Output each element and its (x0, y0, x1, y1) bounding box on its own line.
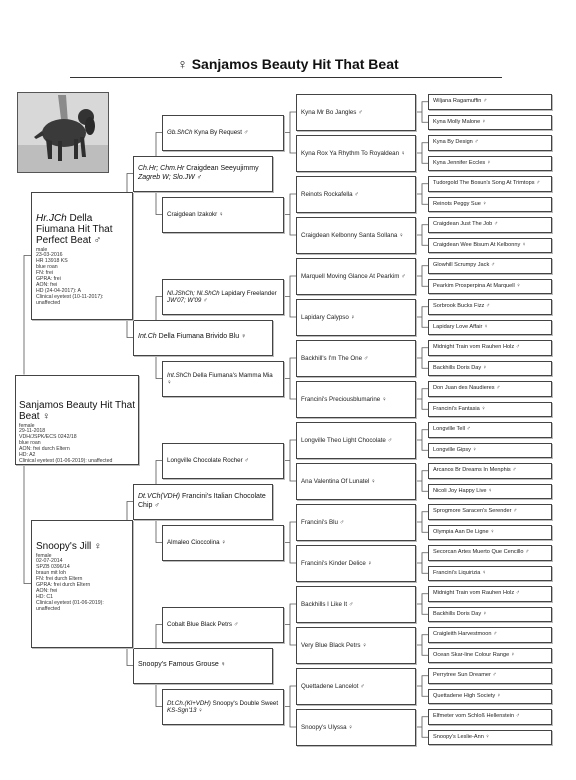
detail-line: 29-11-2018 (19, 428, 46, 435)
ancestor-gen5: Secorcan Artes Muerto Que Cencillo ♂ (428, 545, 552, 561)
sire-box (31, 192, 133, 320)
ancestor-gen3 (162, 689, 284, 725)
detail-line: AON: frei (36, 587, 58, 594)
grandparent (133, 156, 273, 192)
ancestor-gen5: Longville Tell ♂ (428, 422, 552, 438)
title-prefix: Dt.VCh(VDH) (138, 493, 181, 500)
detail-line: FN: frei (36, 270, 54, 277)
connector-line (416, 553, 428, 574)
connector-line (284, 276, 296, 317)
ancestor-gen5: Craigleith Harvestmoon ♂ (428, 627, 552, 643)
dog-name: Snoopy's Double Sweet (210, 699, 279, 707)
detail-line: AON: frei (36, 281, 58, 288)
subject-name: Sanjamos Beauty Hit That Beat ♀ (19, 399, 135, 422)
connector-line (416, 717, 428, 738)
dam-box (31, 520, 133, 648)
detail-line: blue roan (19, 440, 41, 447)
ancestor-gen4: Marquell Moving Glance At Pearkim ♂ (296, 258, 416, 295)
grandparent (133, 648, 273, 684)
connector-line (416, 635, 428, 656)
title-prefix: Nl.JShCh; Nl.ShCh (167, 289, 220, 297)
subject-details (19, 424, 135, 465)
ancestor-gen5: Reinots Peggy Sue ♀ (428, 197, 552, 213)
connector-line (416, 471, 428, 492)
page-title: ♀ Sanjamos Beauty Hit That Beat (177, 56, 399, 72)
ancestor-gen4: Reinots Rockafella ♂ (296, 176, 416, 213)
ancestor-gen3 (162, 443, 284, 479)
ancestor-name (167, 290, 279, 304)
ancestor-gen5: Pearkim Prosperpina At Marquell ♀ (428, 279, 552, 295)
title-prefix: Dt.Ch.(Kl+VDH) (167, 699, 211, 707)
title-divider (70, 77, 502, 78)
connector-line (416, 348, 428, 369)
connector-line (416, 512, 428, 533)
detail-line: male (36, 246, 48, 253)
ancestor-gen5: Tudorgold The Bosun's Song At Trimtops ♂ (428, 176, 552, 192)
detail-line: HD: C1 (36, 593, 54, 600)
ancestor-gen5: Sprogmore Saracen's Serender ♂ (428, 504, 552, 520)
ancestor-gen5: Glowhill Scrumpy Jack ♂ (428, 258, 552, 274)
ancestor-gen5: Midnight Train vom Rauhen Holz ♂ (428, 586, 552, 602)
title-prefix: Int.Ch (138, 333, 157, 341)
connector-line (284, 522, 296, 563)
ancestor-gen5: Lapidary Love Affair ♀ (428, 320, 552, 336)
detail-line: GPRA: frei (36, 276, 61, 283)
dog-name: Longville Chocolate Rocher ♂ (167, 457, 250, 464)
connector-line (284, 112, 296, 153)
ancestor-gen4: Kyna Rox Ya Rhythm To Royaldean ♀ (296, 135, 416, 172)
detail-line: Clinical eyetest (01-06-2019): unaffected (19, 457, 113, 464)
dog-name: Snoopy's Jill ♀ (36, 540, 102, 552)
ancestor-gen4: Backhill's I'm The One ♂ (296, 340, 416, 377)
ancestor-gen4: Very Blue Black Petrs ♀ (296, 627, 416, 664)
connector-line (284, 604, 296, 645)
detail-line: HR 13918 KS (36, 258, 68, 265)
dog-name: Lapidary Freelander (219, 289, 277, 297)
detail-line: HD: A2 (19, 452, 36, 459)
dam-box-name (36, 541, 128, 552)
ancestor-gen3 (162, 197, 284, 233)
detail-line: FN: frei durch Eltern (36, 576, 83, 583)
detail-line: HD (24-04-2017): A (36, 287, 81, 294)
connector-line (416, 184, 428, 205)
connector-line (416, 594, 428, 615)
sire-box-name (36, 213, 128, 246)
connector-line (416, 307, 428, 328)
ancestor-gen5: Perrytree Sun Dreamer ♂ (428, 668, 552, 684)
detail-line: AON: frei durch Eltern (19, 446, 70, 453)
title-prefix: Hr.JCh (36, 212, 67, 224)
ancestor-name (167, 621, 238, 628)
ancestor-name (167, 372, 279, 386)
ancestor-gen4: Francini's Kinder Delice ♀ (296, 545, 416, 582)
dog-name: Craigdean Izakokr ♀ (167, 211, 224, 218)
dog-name: Kyna By Request ♂ (192, 129, 249, 136)
grandparent (133, 484, 273, 520)
ancestor-gen5: Francini's Liquirizia ♀ (428, 566, 552, 582)
ancestor-gen5: Ocean Skar-line Colour Range ♀ (428, 648, 552, 664)
ancestor-gen4: Longville Theo Light Chocolate ♂ (296, 422, 416, 459)
ancestor-gen4: Craigdean Kelbonny Santa Sollana ♀ (296, 217, 416, 254)
ancestor-gen3 (162, 115, 284, 151)
detail-line: Clinical eyetest (01-06-2019): unaffected (36, 599, 104, 612)
ancestor-gen3 (162, 279, 284, 315)
ancestor-gen5: Quettadene High Society ♀ (428, 689, 552, 705)
dog-name: Cobalt Blue Black Petrs ♂ (167, 621, 239, 628)
ancestor-name (167, 129, 248, 136)
ancestor-gen5: Craigdean Wee Bisum At Kelbonny ♀ (428, 238, 552, 254)
ancestor-gen4: Backhills I Like It ♂ (296, 586, 416, 623)
connector-line (416, 266, 428, 287)
ancestor-name (167, 700, 279, 714)
ancestor-gen5: Craigdean Just The Job ♂ (428, 217, 552, 233)
ancestor-gen4: Ana Valentina Of Lunatel ♀ (296, 463, 416, 500)
title-prefix: Int.ShCh (167, 371, 192, 379)
dog-name: Snoopy's Famous Grouse ♀ (138, 661, 226, 669)
ancestor-gen5: Longville Gipsy ♀ (428, 443, 552, 459)
ancestor-gen3 (162, 525, 284, 561)
connector-line (284, 194, 296, 235)
ancestor-gen5: Francini's Fantasia ♀ (428, 402, 552, 418)
title-suffix: KS-Sgn'13 ♀ (167, 706, 203, 714)
ancestor-gen5: Don Juan des Naudieres ♂ (428, 381, 552, 397)
detail-line: 02-07-2014 (36, 558, 63, 565)
ancestor-gen5: Arcanos Br Dreams In Menphis ♂ (428, 463, 552, 479)
ancestor-gen5: Midnight Train vom Rauhen Holz ♂ (428, 340, 552, 356)
grandparent-name (138, 661, 268, 670)
detail-line: female (19, 422, 35, 429)
connector-line (416, 102, 428, 123)
detail-line: SPZB 0396/14 (36, 564, 70, 571)
ancestor-gen5: Olympia Aan De Ligne ♀ (428, 525, 552, 541)
title-prefix: Gb.ShCh (167, 129, 193, 136)
subject-box (15, 375, 139, 465)
ancestor-gen4: Snoopy's Ulyssa ♀ (296, 709, 416, 746)
ancestor-gen5: Kyna Jennifer Eccles ♀ (428, 156, 552, 172)
ancestor-name (167, 211, 224, 218)
dog-name: Almaleo Cioccolina ♀ (167, 539, 226, 546)
ancestor-gen4: Francini's Blu ♂ (296, 504, 416, 541)
dog-name: Craigdean Seeyujimmy (184, 165, 259, 172)
ancestor-gen5: Elfmeter vom Schloß Hellenstein ♂ (428, 709, 552, 725)
title-suffix: Zagreb W; Slo.JW ♂ (138, 173, 202, 181)
ancestor-gen4: Francini's Preciousblumarine ♀ (296, 381, 416, 418)
title-prefix: Ch.Hr; Chm.Hr (138, 165, 185, 172)
grandparent (133, 320, 273, 356)
dog-name: Della Fiumana Hit That Perfect Beat ♂ (36, 212, 113, 246)
detail-line: braun mit loh (36, 570, 66, 577)
dog-photo (17, 92, 109, 173)
ancestor-gen5: Backhills Doris Day ♀ (428, 361, 552, 377)
sire-box-details (36, 248, 128, 307)
ancestor-gen3 (162, 607, 284, 643)
connector-line (416, 389, 428, 410)
dam-box-details (36, 554, 128, 613)
ancestor-gen5: Backhills Doris Day ♀ (428, 607, 552, 623)
ancestor-gen5: Wiljana Ragamuffin ♂ (428, 94, 552, 110)
connector-line (416, 430, 428, 451)
detail-line: 23-03-2016 (36, 252, 63, 259)
connector-line (416, 676, 428, 697)
grandparent-name (138, 333, 268, 342)
dog-name: Francini's Italian Chocolate Chip ♂ (138, 493, 266, 509)
ancestor-gen4: Quettadene Lancelot ♂ (296, 668, 416, 705)
ancestor-gen5: Kyna Molly Malone ♀ (428, 115, 552, 131)
connector-line (416, 143, 428, 164)
grandparent-name (138, 165, 268, 182)
detail-line: VDH/JSPK/ECS 0242/18 (19, 434, 77, 441)
title-suffix: JW'07; W'09 ♂ (167, 296, 208, 304)
dog-name: Della Fiumana's Mamma Mia ♀ (167, 371, 273, 386)
ancestor-name (167, 539, 226, 546)
detail-line: female (36, 552, 52, 559)
ancestor-gen4: Kyna Mr Bo Jangles ♂ (296, 94, 416, 131)
detail-line: Clinical eyetest (10-11-2017): unaffected (36, 293, 104, 306)
ancestor-name (167, 457, 249, 464)
dog-name: Della Fiumana Brivido Blu ♀ (156, 333, 247, 341)
connector-line (284, 686, 296, 727)
ancestor-gen5: Nicoli Joy Happy Live ♀ (428, 484, 552, 500)
ancestor-gen3 (162, 361, 284, 397)
grandparent-name (138, 493, 268, 510)
ancestor-gen5: Kyna By Design ♂ (428, 135, 552, 151)
connector-line (284, 440, 296, 481)
detail-line: blue roan (36, 264, 58, 271)
ancestor-gen4: Lapidary Calypso ♀ (296, 299, 416, 336)
ancestor-gen5: Snoopy's Leslie-Ann ♀ (428, 730, 552, 746)
connector-line (416, 225, 428, 246)
detail-line: GPRA: frei durch Eltern (36, 582, 91, 589)
connector-line (284, 358, 296, 399)
ancestor-gen5: Sorbrook Bucks Fizz ♂ (428, 299, 552, 315)
